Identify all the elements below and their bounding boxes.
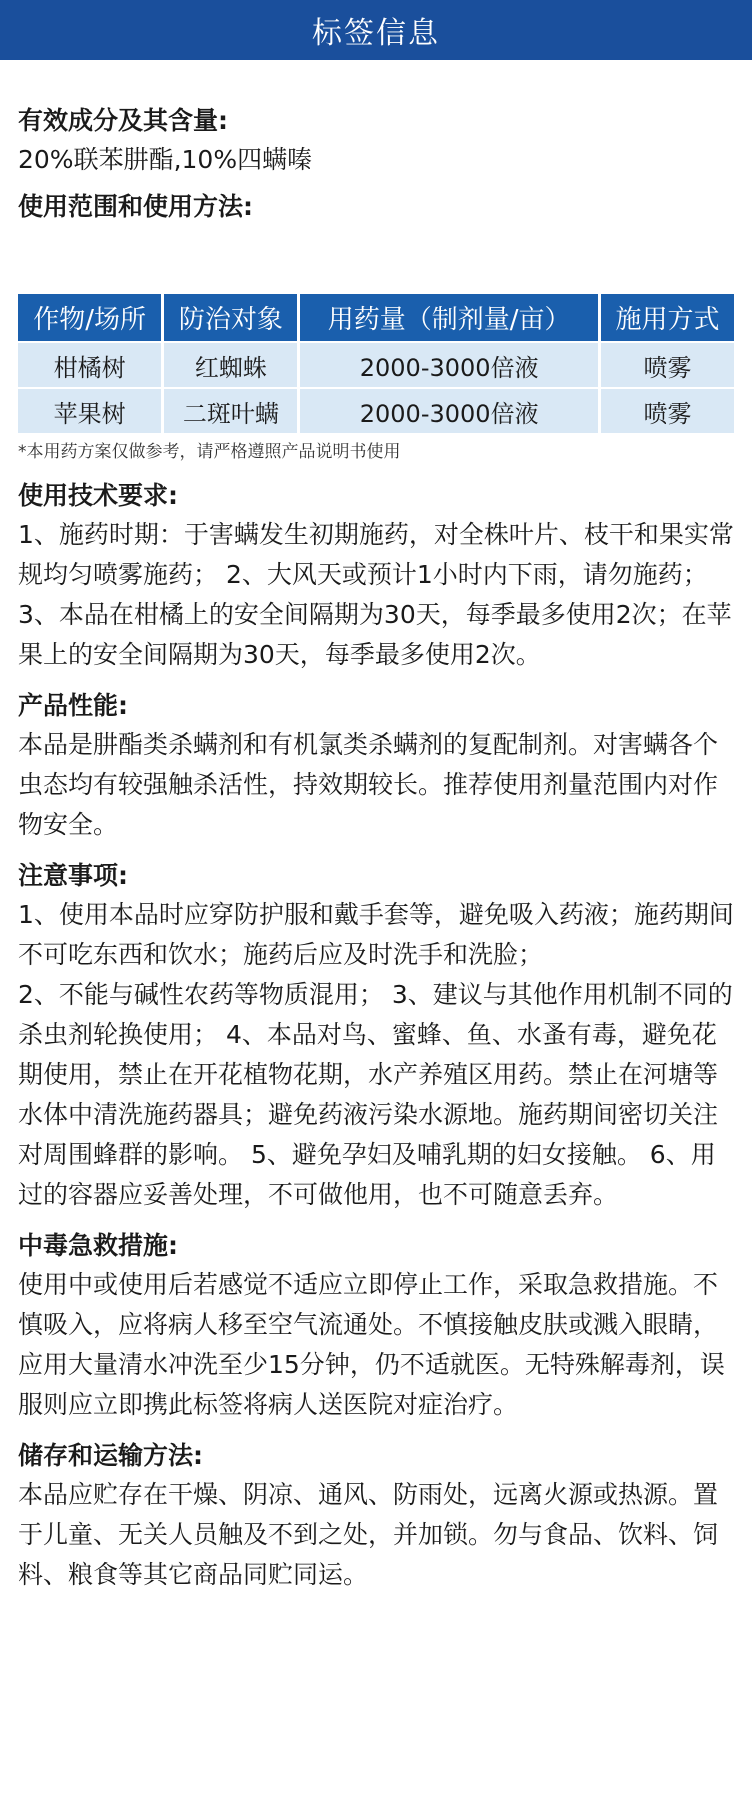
dose-table (15, 292, 737, 435)
tech-text: 1、施药时期：于害螨发生初期施药，对全株叶片、枝干和果实常规均匀喷雾施药； 2、大风天或预计1小时内下雨，请勿施药； 3、本品在柑橘上的安全间隔期为30天，每季最多使用2次；在苹果上的安全间隔期为30天，每季最多使用2次。 (18, 520, 734, 669)
usage-range-title: 使用范围和使用方法: (18, 192, 253, 221)
cell-crop: 柑橘树 (18, 343, 161, 387)
header-bar (0, 0, 752, 60)
precautions-title: 注意事项: (18, 861, 128, 890)
precautions-text-2: 2、不能与碱性农药等物质混用； 3、建议与其他作用机制不同的杀虫剂轮换使用； 4、本品对鸟、蜜蜂、鱼、水蚤有毒，避免花期使用，禁止在开花植物花期，水产养殖区用药。禁止在河塘等水体中清洗施药器具；避免药液污染水源地。施药期间密切关注对周围蜂群的影响。 5、避免孕妇及哺乳期的妇女接触。 6、用过的容器应妥善处理，不可做他用，也不可随意丢弃。 (18, 980, 733, 1209)
table-row (18, 389, 734, 433)
first-aid-title: 中毒急救措施: (18, 1231, 178, 1260)
performance-text: 本品是肼酯类杀螨剂和有机氯类杀螨剂的复配制剂。对害螨各个虫态均有较强触杀活性，持效期较长。推荐使用剂量范围内对作物安全。 (18, 730, 719, 839)
cell-crop: 苹果树 (18, 389, 161, 433)
first-aid-text: 使用中或使用后若感觉不适应立即停止工作，采取急救措施。不慎吸入，应将病人移至空气流通处。不慎接触皮肤或溅入眼睛，应用大量清水冲洗至少15分钟，仍不适就医。无特殊解毒剂，误服则应立即携此标签将病人送医院对症治疗。 (18, 1270, 725, 1419)
cell-target: 红蜘蛛 (164, 343, 297, 387)
col-header-dosage: 用药量（制剂量/亩） (300, 294, 598, 341)
storage-text: 本品应贮存在干燥、阴凉、通风、防雨处，远离火源或热源。置于儿童、无关人员触及不到之处，并加锁。勿与食品、饮料、饲料、粮食等其它商品同贮同运。 (18, 1480, 719, 1589)
label-content (0, 60, 752, 1595)
tech-title: 使用技术要求: (18, 481, 178, 510)
cell-dosage: 2000-3000倍液 (300, 343, 598, 387)
performance-title: 产品性能: (18, 691, 128, 720)
col-header-method: 施用方式 (601, 294, 734, 341)
dose-table-header-row (18, 294, 734, 341)
cell-method: 喷雾 (601, 389, 734, 433)
page-title: 标签信息 (312, 16, 440, 51)
ingredients-text: 20%联苯肼酯,10%四螨嗪 (18, 145, 313, 174)
dose-note: *本用药方案仅做参考，请严格遵照产品说明书使用 (18, 442, 401, 462)
table-row (18, 343, 734, 387)
cell-dosage: 2000-3000倍液 (300, 389, 598, 433)
col-header-crop: 作物/场所 (18, 294, 161, 341)
precautions-text-1: 1、使用本品时应穿防护服和戴手套等，避免吸入药液；施药期间不可吃东西和饮水；施药后应及时洗手和洗脸； (18, 900, 734, 969)
cell-target: 二斑叶螨 (164, 389, 297, 433)
col-header-target: 防治对象 (164, 294, 297, 341)
ingredients-title: 有效成分及其含量: (18, 106, 228, 135)
storage-title: 储存和运输方法: (18, 1441, 203, 1470)
cell-method: 喷雾 (601, 343, 734, 387)
